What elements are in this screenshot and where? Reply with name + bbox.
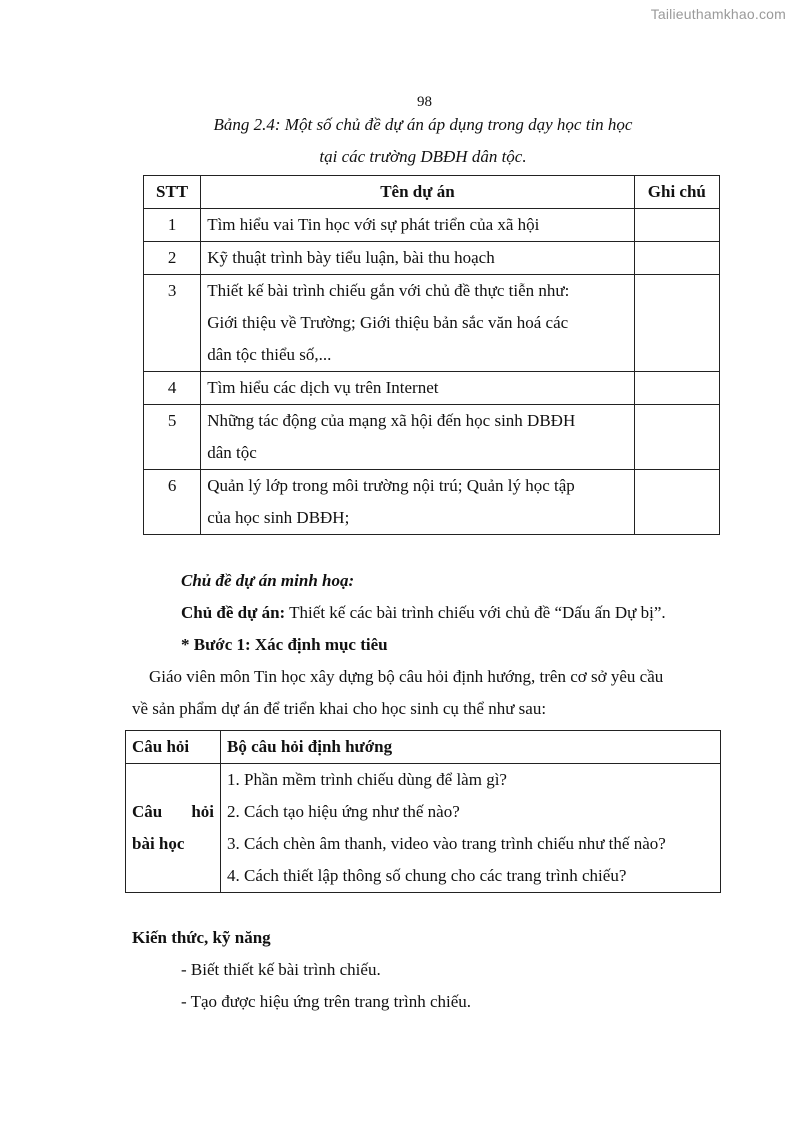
table-row xyxy=(144,470,720,535)
cell-line: Tìm hiểu vai Tin học với sự phát triển của xã hội xyxy=(207,215,540,234)
table-header-row xyxy=(144,176,720,209)
project-topics-table xyxy=(143,175,720,535)
question-item: 2. Cách tạo hiệu ứng như thế nào? xyxy=(227,802,460,821)
cell-line: Những tác động của mạng xã hội đến học sinh DBĐH xyxy=(207,411,576,430)
table-row xyxy=(144,405,720,470)
cell-line: dân tộc thiểu số,... xyxy=(207,345,332,364)
table-header-row xyxy=(126,731,721,764)
table-caption-line1: Bảng 2.4: Một số chủ đề dự án áp dụng trong dạy học tin học xyxy=(213,115,633,134)
skill-item: - Biết thiết kế bài trình chiếu. xyxy=(181,960,381,979)
guiding-questions-table xyxy=(125,730,721,893)
skill-item: - Tạo được hiệu ứng trên trang trình chiếu. xyxy=(181,992,472,1011)
row-note xyxy=(634,470,719,535)
header-project-name: Tên dự án xyxy=(201,176,635,209)
row-stt: 4 xyxy=(144,372,201,405)
table-caption-line2: tại các trường DBĐH dân tộc. xyxy=(319,147,527,166)
header-question: Câu hỏi xyxy=(126,731,221,764)
table-row xyxy=(144,372,720,405)
cell-line: Tìm hiểu các dịch vụ trên Internet xyxy=(207,378,439,397)
label-line1 xyxy=(132,796,214,828)
page-number: 98 xyxy=(417,94,432,110)
row-project-name xyxy=(201,242,635,275)
row-note xyxy=(634,209,719,242)
row-stt: 2 xyxy=(144,242,201,275)
cell-line: dân tộc xyxy=(207,443,257,462)
table-row xyxy=(144,275,720,372)
project-topic-text: Thiết kế các bài trình chiếu với chủ đề “Dấu ấn Dự bị”. xyxy=(285,603,666,622)
row-stt: 5 xyxy=(144,405,201,470)
lesson-question-label xyxy=(126,764,221,893)
illustration-heading: Chủ đề dự án minh hoạ: xyxy=(181,571,355,590)
cell-line: Kỹ thuật trình bày tiểu luận, bài thu hoạch xyxy=(207,248,495,267)
table-row xyxy=(144,209,720,242)
row-project-name xyxy=(201,372,635,405)
row-project-name xyxy=(201,405,635,470)
paragraph-line1: Giáo viên môn Tin học xây dựng bộ câu hỏi định hướng, trên cơ sở yêu cầu xyxy=(149,667,664,686)
row-stt: 3 xyxy=(144,275,201,372)
project-topic-line xyxy=(181,603,666,623)
paragraph-line2: về sản phẩm dự án để triển khai cho học sinh cụ thể như sau: xyxy=(132,699,547,718)
step1-heading: * Bước 1: Xác định mục tiêu xyxy=(181,635,388,654)
cell-line: của học sinh DBĐH; xyxy=(207,508,350,527)
row-project-name xyxy=(201,275,635,372)
cell-line: Quản lý lớp trong môi trường nội trú; Quản lý học tập xyxy=(207,476,575,495)
table-row xyxy=(144,242,720,275)
skills-heading: Kiến thức, kỹ năng xyxy=(132,928,271,947)
row-project-name xyxy=(201,470,635,535)
cell-line: Thiết kế bài trình chiếu gắn với chủ đề thực tiễn như: xyxy=(207,281,570,300)
table-row xyxy=(126,764,721,893)
question-item: 1. Phần mềm trình chiếu dùng để làm gì? xyxy=(227,770,507,789)
project-topic-label: Chủ đề dự án: xyxy=(181,603,286,622)
header-stt: STT xyxy=(144,176,201,209)
row-note xyxy=(634,372,719,405)
question-list xyxy=(221,764,721,893)
row-note xyxy=(634,405,719,470)
question-item: 3. Cách chèn âm thanh, video vào trang trình chiếu như thế nào? xyxy=(227,834,666,853)
row-stt: 1 xyxy=(144,209,201,242)
row-note xyxy=(634,242,719,275)
row-stt: 6 xyxy=(144,470,201,535)
label-word2: hỏi xyxy=(191,802,214,821)
header-question-set: Bộ câu hỏi định hướng xyxy=(221,731,721,764)
watermark: Tailieuthamkhao.com xyxy=(650,6,786,22)
cell-line: Giới thiệu về Trường; Giới thiệu bản sắc văn hoá các xyxy=(207,313,569,332)
row-project-name xyxy=(201,209,635,242)
header-note: Ghi chú xyxy=(634,176,719,209)
question-item: 4. Cách thiết lập thông số chung cho các trang trình chiếu? xyxy=(227,866,627,885)
row-note xyxy=(634,275,719,372)
label-word1: Câu xyxy=(132,802,163,821)
label-line2: bài học xyxy=(132,834,185,853)
